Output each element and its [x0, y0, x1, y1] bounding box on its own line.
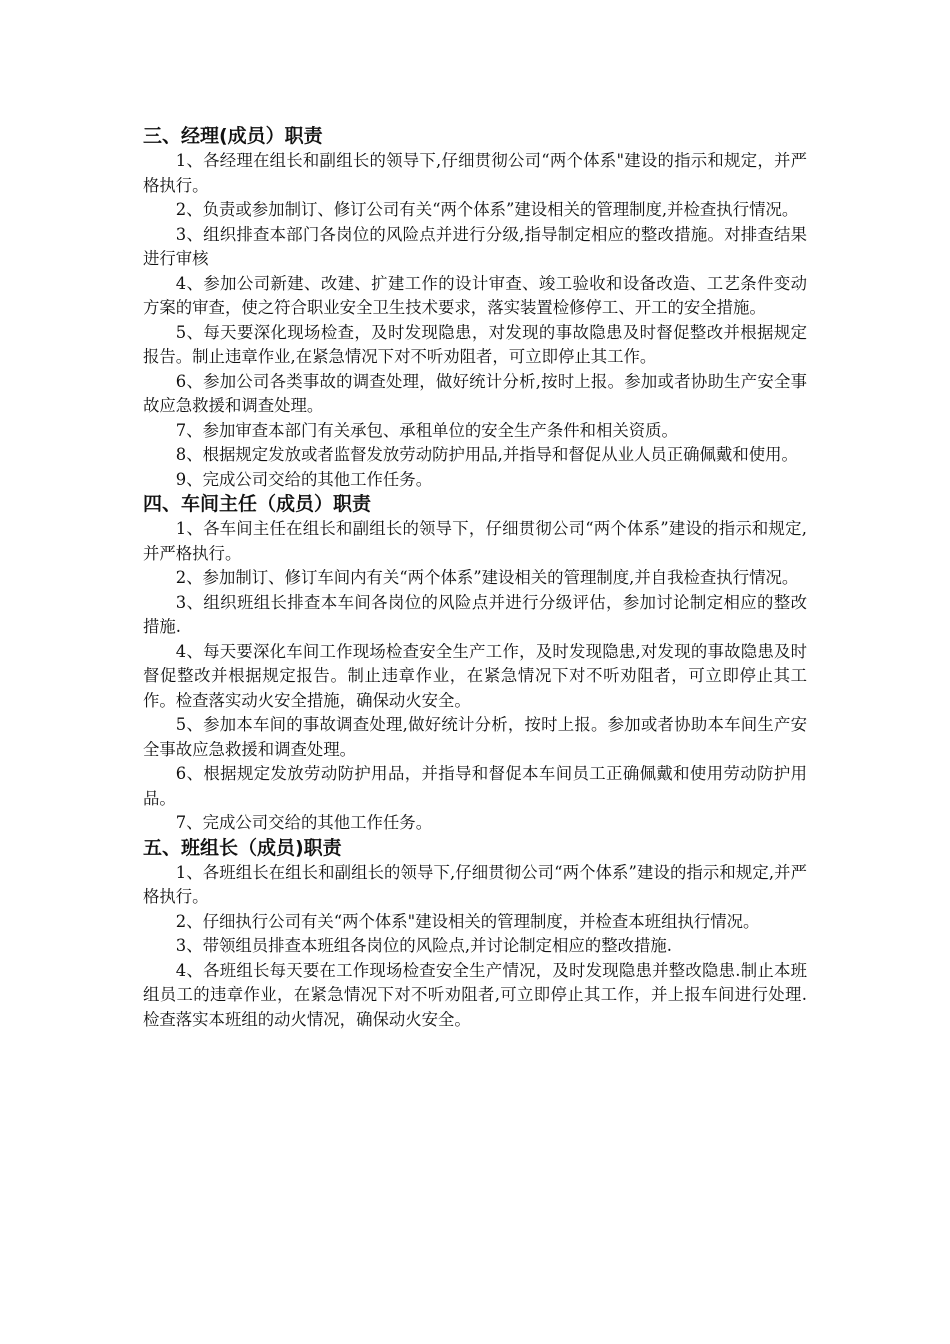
duty-item: 6、根据规定发放劳动防护用品，并指导和督促本车间员工正确佩戴和使用劳动防护用品。 [143, 764, 807, 808]
section-heading: 五、班组长（成员)职责 [143, 836, 342, 859]
duty-item: 2、仔细执行公司有关“两个体系"建设相关的管理制度，并检查本班组执行情况。 [175, 911, 760, 931]
duty-item: 7、参加审查本部门有关承包、承租单位的安全生产条件和相关资质。 [175, 420, 678, 440]
duty-item: 1、各车间主任在组长和副组长的领导下，仔细贯彻公司“两个体系”建设的指示和规定,并严格执行。 [143, 519, 807, 563]
duty-item: 3、组织班组长排查本车间各岗位的风险点并进行分级评估，参加讨论制定相应的整改措施. [143, 592, 807, 636]
duty-item: 5、每天要深化现场检查，及时发现隐患，对发现的事故隐患及时督促整改并根据规定报告。制止违章作业,在紧急情况下对不听劝阻者，可立即停止其工作。 [143, 322, 807, 366]
duty-item: 4、各班组长每天要在工作现场检查安全生产情况，及时发现隐患并整改隐患.制止本班组员工的违章作业，在紧急情况下对不听劝阻者,可立即停止其工作，并上报车间进行处理.检查落实本班组的动火情况，确保动火安全。 [143, 960, 807, 1029]
section-manager-duties [143, 124, 807, 492]
duty-item: 3、组织排查本部门各岗位的风险点并进行分级,指导制定相应的整改措施。对排查结果进行审核 [143, 224, 807, 268]
duty-item: 4、参加公司新建、改建、扩建工作的设计审查、竣工验收和设备改造、工艺条件变动方案的审查，使之符合职业安全卫生技术要求，落实装置检修停工、开工的安全措施。 [143, 273, 807, 317]
duty-item: 7、完成公司交给的其他工作任务。 [175, 813, 433, 832]
duty-item: 9、完成公司交给的其他工作任务。 [175, 469, 433, 489]
duty-item: 8、根据规定发放或者监督发放劳动防护用品,并指导和督促从业人员正确佩戴和使用。 [175, 445, 798, 464]
duty-item: 4、每天要深化车间工作现场检查安全生产工作，及时发现隐患,对发现的事故隐患及时督促整改并根据规定报告。制止违章作业，在紧急情况下对不听劝阻者，可立即停止其工作。检查落实动火安全措施，确保动火安全。 [143, 641, 807, 710]
duty-item: 5、参加本车间的事故调查处理,做好统计分析，按时上报。参加或者协助本车间生产安全事故应急救援和调查处理。 [143, 715, 807, 759]
section-heading: 三、经理(成员）职责 [143, 125, 323, 147]
section-workshop-director-duties [143, 492, 807, 836]
duty-item: 2、负责或参加制订、修订公司有关“两个体系”建设相关的管理制度,并检查执行情况。 [175, 200, 799, 219]
section-heading: 四、车间主任（成员）职责 [143, 493, 372, 515]
duty-item: 1、各经理在组长和副组长的领导下,仔细贯彻公司“两个体系"建设的指示和规定，并严格执行。 [143, 151, 807, 195]
duty-item: 2、参加制订、修订车间内有关“两个体系”建设相关的管理制度,并自我检查执行情况。 [175, 568, 799, 587]
duty-item: 1、各班组长在组长和副组长的领导下,仔细贯彻公司“两个体系”建设的指示和规定,并严格执行。 [143, 862, 807, 906]
section-team-leader-duties [143, 836, 807, 1033]
document-page [143, 124, 807, 1032]
duty-item: 6、参加公司各类事故的调查处理，做好统计分析,按时上报。参加或者协助生产安全事故应急救援和调查处理。 [143, 371, 807, 415]
duty-item: 3、带领组员排查本班组各岗位的风险点,并讨论制定相应的整改措施. [175, 936, 672, 955]
